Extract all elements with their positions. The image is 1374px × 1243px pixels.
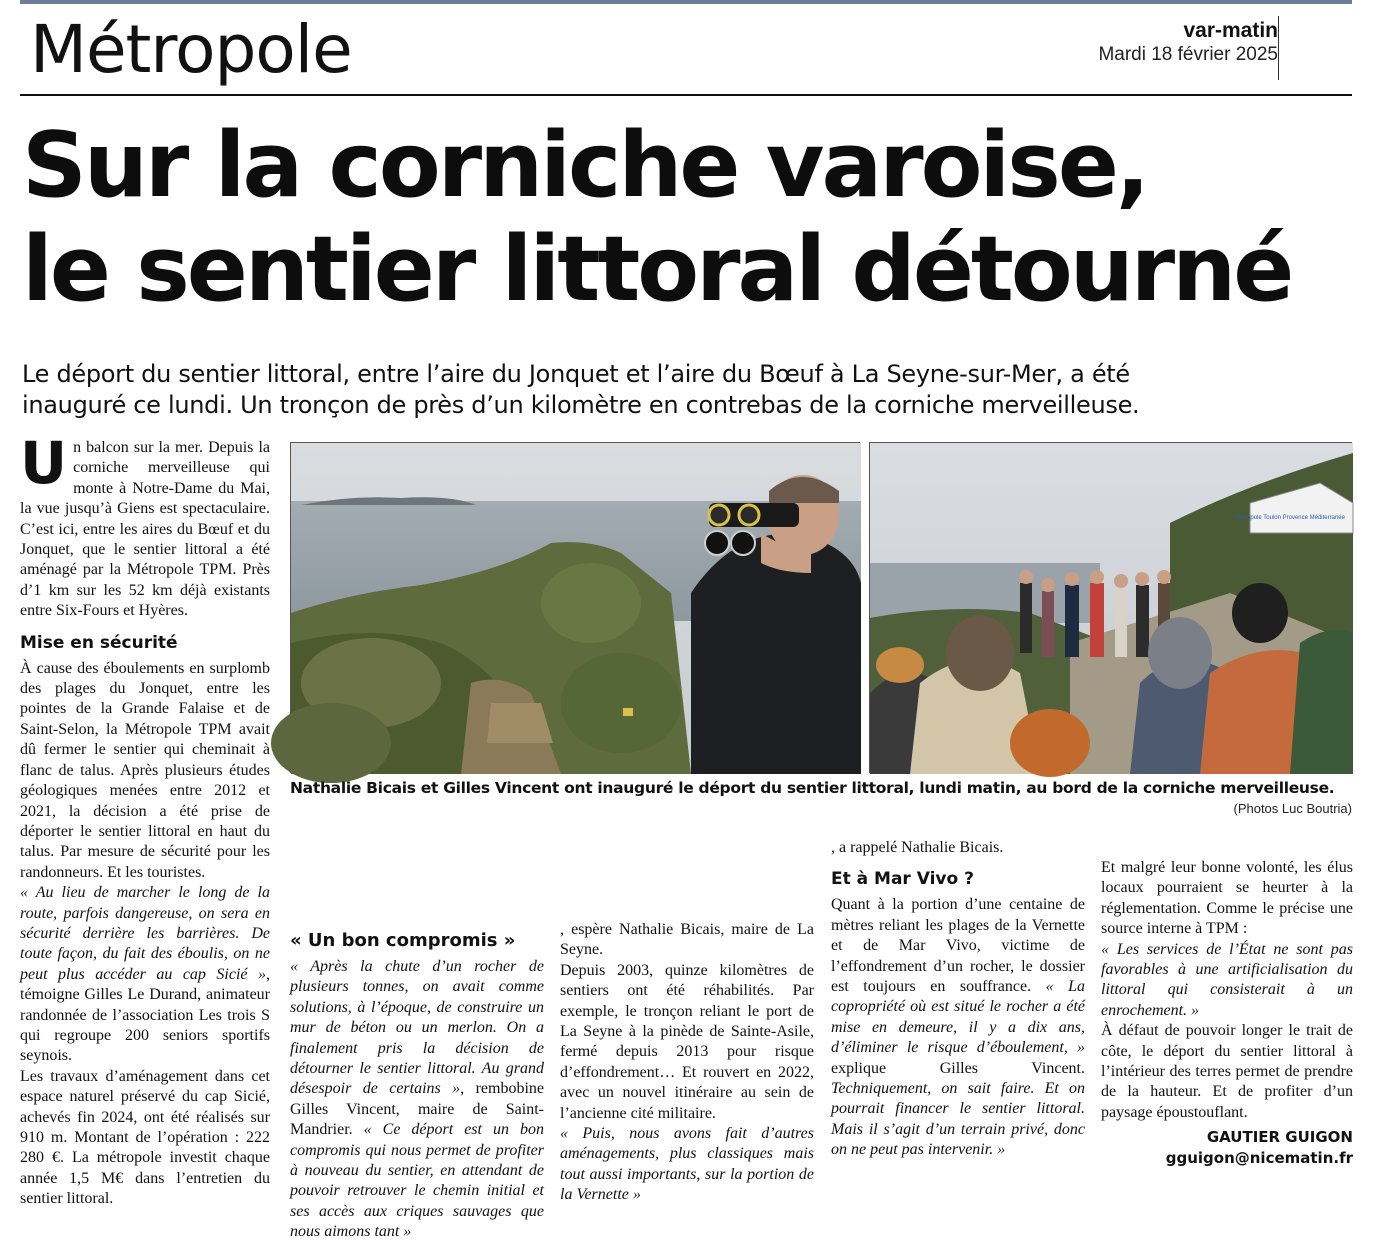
paragraph: Depuis 2003, quinze kilomètres de sentiers ont été réhabilités. Par exemple, le tronçon reliant le port de La Seyne à la pinède de Sainte-Asile, fermé depuis 2013 pour risque d’effondrement… Et rouvert en 2022, avec un nouvel itinéraire au sein de l’ancienne cité militaire. [560, 961, 814, 1122]
subhead-bon-compromis: « Un bon compromis » [290, 930, 516, 951]
headline-line-1: Sur la corniche varoise, [22, 113, 1148, 218]
section-title: Métropole [30, 11, 352, 88]
paragraph: , rembobine Gilles Vincent, maire de Saint-Mandrier. [290, 1080, 544, 1139]
quote: « Après la chute d’un rocher de plusieurs tonnes, on avait comme solutions, à l’époque, de construire un mur de béton ou un merlon. On a finalement pris la décision de détourner le sentier littoral. Au grand désespoir de certains » [290, 958, 544, 1098]
article-column-3 [560, 838, 814, 1206]
article-standfirst [22, 359, 1352, 421]
author-email[interactable]: gguigon@nicematin.fr [1165, 1149, 1353, 1168]
quote: « Au lieu de marcher le long de la route, parfois dangereuse, on sera en sécurité derrière les barrières. De toute façon, du fait des éboulis, on ne peut plus accéder au cap Sicié » [20, 884, 270, 983]
photo-inauguration-group [869, 442, 1352, 773]
paragraph: , témoigne Gilles Le Durand, animateur randonnée de l’association Les trois S qui regroupe 200 seniors sportifs seynois. [20, 965, 270, 1065]
article-column-1 [20, 429, 270, 1210]
author-signature: GAUTIER GUIGON [1206, 1128, 1353, 1147]
paragraph: explique Gilles Vincent. [831, 1059, 1085, 1077]
standfirst-line-2: inauguré ce lundi. Un tronçon de près d’un kilomètre en contrebas de la corniche merveilleuse. [22, 391, 1140, 419]
paragraph: Et malgré leur bonne volonté, les élus locaux pourraient se heurter à la réglementation. Comme le précise une source interne à TPM : [1101, 859, 1353, 938]
article-column-5 [1101, 838, 1353, 1169]
quote: « La copropriété où est situé le rocher a été mise en demeure, il y a dix ans, d’éliminer le risque d’éboulement, » [831, 978, 1086, 1057]
paragraph: À cause des éboulements en surplomb des plages du Jonquet, entre les pointes de la Grande Falaise et de Saint-Selon, la Métropole TPM avait dû fermer le sentier qui cheminait à flanc de talus. Après plusieurs études géologiques menées entre 2012 et 2021, la décision a été prise de déporter le sentier littoral en haut du talus. Par mesure de sécurité pour les randonneurs. Et les touristes. [20, 659, 270, 881]
subhead-mise-en-securite: Mise en sécurité [20, 632, 178, 653]
masthead [1098, 20, 1278, 68]
paragraph: , a rappelé Nathalie Bicais. [831, 839, 1004, 856]
quote: « Ce déport est un bon compromis qui nous permet de profiter à nouveau du sentier, en attendant de pouvoir retrouver le chemin initial et ses accès aux criques sauvages que nous aimons tant » [290, 1121, 544, 1241]
header-divider [20, 94, 1352, 96]
intro-paragraph: n balcon sur la mer. Depuis la corniche merveilleuse qui monte à Notre-Dame du Mai, la vue jusqu’à Giens est spectaculaire. C’est ici, entre les aires du Bœuf et du Jonquet, que le sentier littoral a été aménagé par la Métropole TPM. Près d’1 km sur les 52 km déjà existants entre Six-Fours et Hyères. [20, 439, 270, 620]
photo-caption: Nathalie Bicais et Gilles Vincent ont inauguré le déport du sentier littoral, lundi matin, au bord de la corniche merveilleuse. [290, 779, 1335, 797]
article-column-4 [831, 838, 1085, 1161]
headline-line-2: le sentier littoral détourné [22, 217, 1292, 322]
standfirst-line-1: Le déport du sentier littoral, entre l’aire du Jonquet et l’aire du Bœuf à La Seyne-sur-Mer, a été [22, 360, 1130, 388]
newspaper-brand: var-matin [1183, 19, 1278, 42]
issue-date: Mardi 18 février 2025 [1098, 44, 1278, 65]
dropcap: U [20, 429, 68, 497]
paragraph: À défaut de pouvoir longer le trait de côte, le déport du sentier littoral à l’intérieur des terres permet de prendre de la hauteur. Et de profiter d’un paysage époustouflant. [1101, 1022, 1353, 1121]
tent-sign-text: Métropole Toulon Provence Méditerranée [1235, 515, 1345, 521]
article-headline [22, 114, 1352, 322]
quote: « Les services de l’État ne sont pas favorables à une artificialisation du littoral qui consisterait à un enrochement. » [1101, 940, 1353, 1019]
photo-binoculars-trail [290, 442, 860, 773]
paragraph: , espère Nathalie Bicais, maire de La Seyne. [560, 921, 814, 959]
article-column-2 [290, 838, 544, 1243]
paragraph: Quant à la portion d’une centaine de mètres reliant les plages de la Vernette et de Mar Vivo, victime de l’effondrement d’un rocher, le dossier est toujours en souffrance. [831, 896, 1085, 996]
paragraph: Les travaux d’aménagement dans cet espace naturel préservé du cap Sicié, achevés fin 2024, ont été réalisés sur 910 m. Montant de l’opération : 222 280 €. La métropole investit chaque année 1,5 M€ dans l’entretien du sentier littoral. [20, 1067, 270, 1208]
subhead-mar-vivo: Et à Mar Vivo ? [831, 869, 974, 890]
quote: Techniquement, on sait faire. Et on pourrait financer le sentier littoral. Mais il s’agit d’un terrain privé, donc on ne peut pas intervenir. » [831, 1080, 1085, 1159]
top-accent-bar [20, 0, 1352, 4]
masthead-divider [1278, 16, 1279, 80]
quote: « Puis, nous avons fait d’autres aménagements, plus classiques mais tout aussi importants, sur la portion de la Vernette » [560, 1125, 814, 1204]
photo-credit: (Photos Luc Boutria) [1233, 801, 1352, 816]
